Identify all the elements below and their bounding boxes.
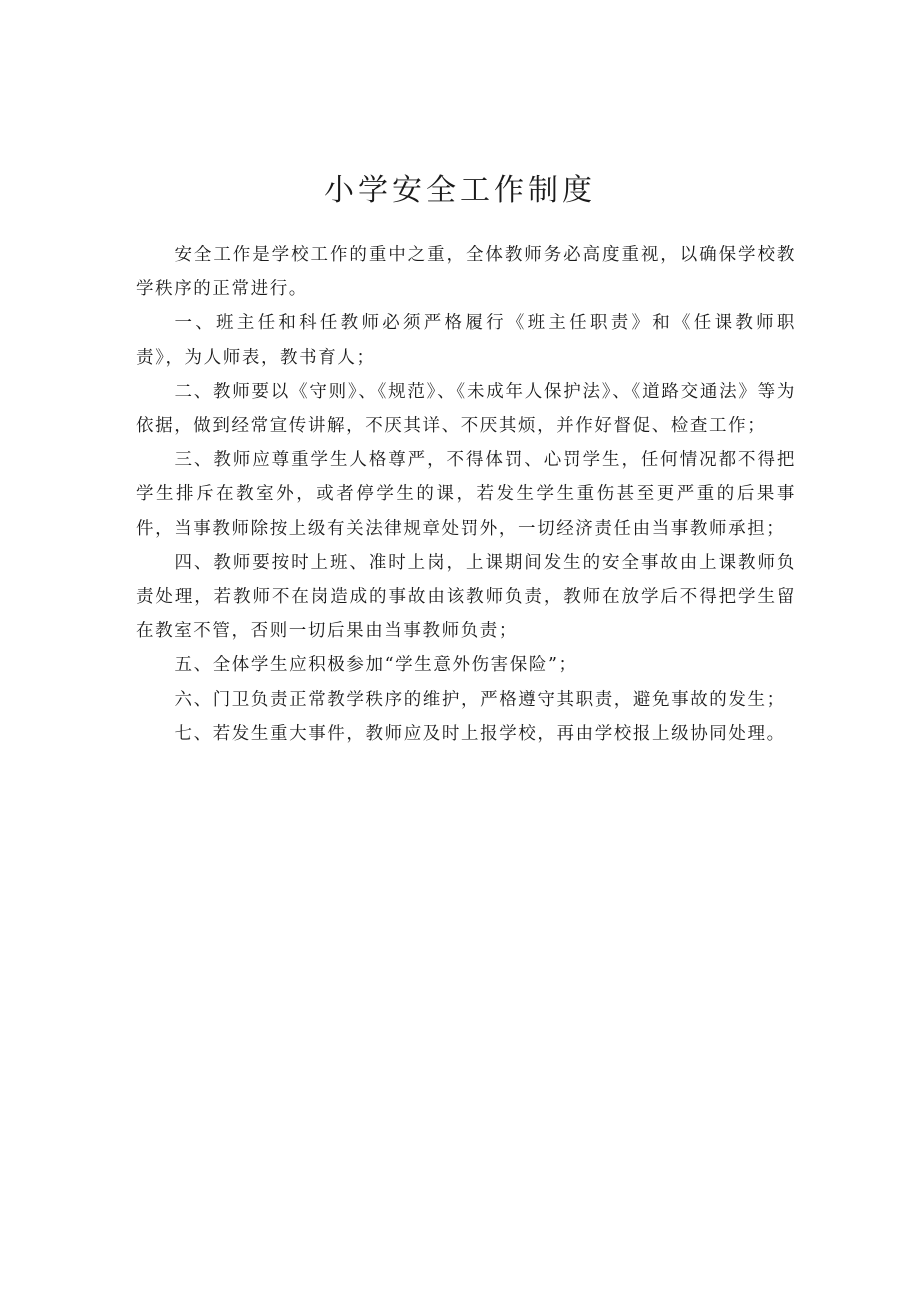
paragraph-rule-4: 四、教师要按时上班、准时上岗，上课期间发生的安全事故由上课教师负责处理，若教师不在岗造成的事故由该教师负责，教师在放学后不得把学生留在教室不管，否则一切后果由当事教师负责； [136,552,796,642]
document-body [136,238,796,751]
document-title: 小学安全工作制度 [324,173,596,208]
paragraph-rule-3: 三、教师应尊重学生人格尊严，不得体罚、心罚学生，任何情况都不得把学生排斥在教室外，或者停学生的课，若发生学生重伤甚至更严重的后果事件，当事教师除按上级有关法律规章处罚外，一切经济责任由当事教师承担； [136,450,796,539]
paragraph-rule-2: 二、教师要以《守则》、《规范》、《未成年人保护法》、《道路交通法》等为依据，做到经常宣传讲解，不厌其详、不厌其烦，并作好督促、检查工作； [136,381,796,437]
paragraph-rule-6: 六、门卫负责正常教学秩序的维护，严格遵守其职责，避免事故的发生； [174,689,786,710]
paragraph-intro: 安全工作是学校工作的重中之重，全体教师务必高度重视，以确保学校教学秩序的正常进行。 [136,245,796,300]
paragraph-rule-5: 五、全体学生应积极参加“学生意外伤害保险”； [174,655,578,676]
paragraph-rule-7: 七、若发生重大事件，教师应及时上报学校，再由学校报上级协同处理。 [174,723,786,744]
paragraph-rule-1: 一、班主任和科任教师必须严格履行《班主任职责》和《任课教师职责》，为人师表，教书育人； [136,313,796,368]
